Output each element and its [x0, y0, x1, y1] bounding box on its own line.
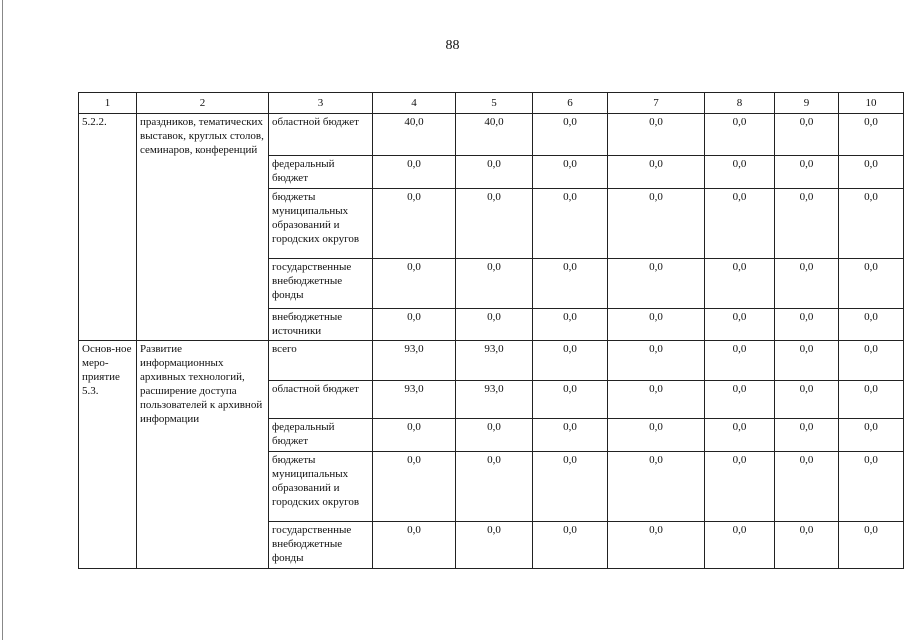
scan-page-edge [2, 0, 3, 640]
value-cell: 0,0 [608, 189, 705, 259]
funding-source-cell: государственные внебюджетные фонды [269, 259, 373, 309]
value-cell: 0,0 [608, 381, 705, 419]
value-cell: 0,0 [373, 452, 456, 522]
header-cell: 8 [705, 93, 775, 114]
item-name-cell: Развитие информационных архивных технологий, расширение доступа пользователей к архивной информации [137, 341, 269, 569]
value-cell: 0,0 [373, 156, 456, 189]
value-cell: 0,0 [608, 522, 705, 569]
value-cell: 0,0 [608, 341, 705, 381]
header-cell: 9 [775, 93, 839, 114]
value-cell: 0,0 [456, 452, 533, 522]
value-cell: 0,0 [456, 309, 533, 341]
value-cell: 0,0 [373, 189, 456, 259]
value-cell: 93,0 [456, 341, 533, 381]
page-number: 88 [445, 38, 460, 53]
value-cell: 0,0 [705, 452, 775, 522]
value-cell: 93,0 [373, 381, 456, 419]
header-cell: 7 [608, 93, 705, 114]
value-cell: 0,0 [839, 341, 904, 381]
value-cell: 0,0 [705, 341, 775, 381]
header-cell: 4 [373, 93, 456, 114]
value-cell: 0,0 [456, 419, 533, 452]
item-code-cell: Основ-ное меро-приятие 5.3. [79, 341, 137, 569]
value-cell: 0,0 [775, 452, 839, 522]
value-cell: 0,0 [533, 381, 608, 419]
value-cell: 93,0 [456, 381, 533, 419]
value-cell: 0,0 [608, 419, 705, 452]
value-cell: 0,0 [775, 156, 839, 189]
value-cell: 0,0 [373, 522, 456, 569]
value-cell: 0,0 [373, 309, 456, 341]
funding-source-cell: федеральный бюджет [269, 419, 373, 452]
value-cell: 0,0 [705, 381, 775, 419]
value-cell: 0,0 [456, 189, 533, 259]
funding-source-cell: федеральный бюджет [269, 156, 373, 189]
item-name-cell: праздников, тематических выставок, круглых столов, семинаров, конференций [137, 114, 269, 341]
value-cell: 0,0 [608, 259, 705, 309]
funding-source-cell: внебюджетные источники [269, 309, 373, 341]
value-cell: 0,0 [705, 156, 775, 189]
value-cell: 0,0 [456, 156, 533, 189]
value-cell: 0,0 [775, 522, 839, 569]
value-cell: 0,0 [533, 156, 608, 189]
value-cell: 0,0 [608, 452, 705, 522]
value-cell: 93,0 [373, 341, 456, 381]
funding-source-cell: бюджеты муниципальных образований и городских округов [269, 189, 373, 259]
funding-source-cell: государственные внебюджетные фонды [269, 522, 373, 569]
value-cell: 0,0 [839, 309, 904, 341]
value-cell: 0,0 [775, 189, 839, 259]
value-cell: 0,0 [839, 419, 904, 452]
header-cell: 6 [533, 93, 608, 114]
value-cell: 0,0 [775, 309, 839, 341]
value-cell: 0,0 [533, 189, 608, 259]
value-cell: 0,0 [775, 114, 839, 156]
value-cell: 0,0 [705, 114, 775, 156]
value-cell: 0,0 [533, 259, 608, 309]
value-cell: 0,0 [705, 522, 775, 569]
value-cell: 0,0 [373, 259, 456, 309]
funding-source-cell: областной бюджет [269, 381, 373, 419]
value-cell: 0,0 [839, 522, 904, 569]
header-cell: 3 [269, 93, 373, 114]
value-cell: 0,0 [839, 452, 904, 522]
value-cell: 0,0 [533, 452, 608, 522]
budget-table [78, 92, 904, 569]
value-cell: 0,0 [839, 156, 904, 189]
table-row [79, 114, 904, 156]
value-cell: 0,0 [839, 114, 904, 156]
value-cell: 0,0 [533, 114, 608, 156]
value-cell: 0,0 [608, 309, 705, 341]
value-cell: 0,0 [839, 381, 904, 419]
header-cell: 5 [456, 93, 533, 114]
value-cell: 0,0 [775, 341, 839, 381]
value-cell: 0,0 [705, 259, 775, 309]
value-cell: 0,0 [775, 419, 839, 452]
value-cell: 0,0 [775, 381, 839, 419]
funding-source-cell: бюджеты муниципальных образований и городских округов [269, 452, 373, 522]
value-cell: 0,0 [705, 419, 775, 452]
header-cell: 2 [137, 93, 269, 114]
value-cell: 0,0 [775, 259, 839, 309]
value-cell: 40,0 [373, 114, 456, 156]
funding-source-cell: областной бюджет [269, 114, 373, 156]
value-cell: 0,0 [608, 156, 705, 189]
value-cell: 0,0 [373, 419, 456, 452]
value-cell: 0,0 [705, 189, 775, 259]
header-cell: 10 [839, 93, 904, 114]
value-cell: 0,0 [839, 189, 904, 259]
table-row [79, 341, 904, 381]
table-body [79, 114, 904, 569]
value-cell: 0,0 [533, 341, 608, 381]
column-number-row [79, 93, 904, 114]
item-code-cell: 5.2.2. [79, 114, 137, 341]
value-cell: 0,0 [533, 309, 608, 341]
funding-source-cell: всего [269, 341, 373, 381]
value-cell: 0,0 [533, 522, 608, 569]
value-cell: 0,0 [533, 419, 608, 452]
value-cell: 0,0 [839, 259, 904, 309]
header-cell: 1 [79, 93, 137, 114]
value-cell: 0,0 [705, 309, 775, 341]
value-cell: 0,0 [608, 114, 705, 156]
value-cell: 0,0 [456, 522, 533, 569]
value-cell: 0,0 [456, 259, 533, 309]
value-cell: 40,0 [456, 114, 533, 156]
